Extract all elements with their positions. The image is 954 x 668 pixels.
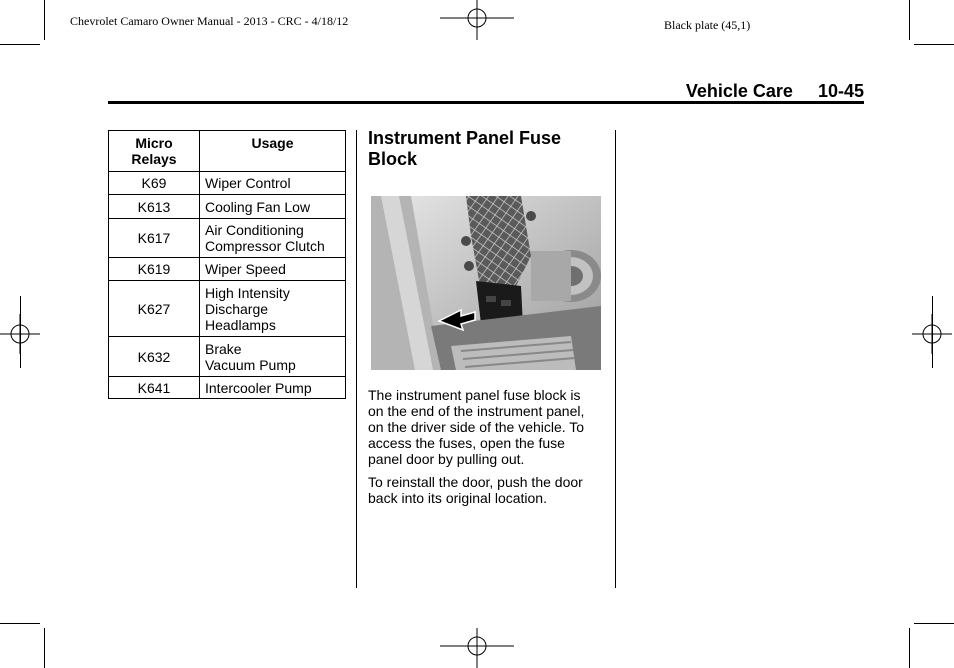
crop-mark xyxy=(0,623,40,624)
relay-code: K617 xyxy=(109,219,200,258)
column-divider xyxy=(615,130,616,588)
page-number: 10-45 xyxy=(817,81,864,101)
relay-usage: Wiper Control xyxy=(200,172,346,195)
relay-usage: Cooling Fan Low xyxy=(200,195,346,219)
relay-code: K69 xyxy=(109,172,200,195)
crop-mark xyxy=(44,628,45,668)
relay-code: K613 xyxy=(109,195,200,219)
table-row xyxy=(109,195,346,219)
running-header xyxy=(686,81,864,102)
registration-mark-icon xyxy=(440,0,514,40)
table-row xyxy=(109,281,346,337)
document-info: Chevrolet Camaro Owner Manual - 2013 - CRC - 4/18/12 xyxy=(70,14,349,28)
table-row xyxy=(109,219,346,258)
table-row xyxy=(109,258,346,281)
header-rule xyxy=(108,101,864,104)
relay-usage: High Intensity Discharge Headlamps xyxy=(200,281,346,337)
registration-mark-icon xyxy=(0,314,40,354)
fuse-block-illustration xyxy=(371,196,601,370)
relay-usage: Wiper Speed xyxy=(200,258,346,281)
registration-mark-icon xyxy=(912,314,952,354)
relay-table xyxy=(108,130,346,399)
relay-usage: Air Conditioning Compressor Clutch xyxy=(200,219,346,258)
column-header-usage: Usage xyxy=(200,131,346,172)
column-divider xyxy=(356,130,357,588)
registration-mark-icon xyxy=(440,628,514,668)
relay-code: K619 xyxy=(109,258,200,281)
crop-mark xyxy=(909,0,910,40)
paragraph: To reinstall the door, push the door back into its original location. xyxy=(368,474,583,506)
crop-mark xyxy=(914,623,954,624)
section-title: Vehicle Care xyxy=(685,81,793,101)
relay-code: K627 xyxy=(109,281,200,337)
crop-mark xyxy=(44,0,45,40)
table-row xyxy=(109,337,346,377)
table-row xyxy=(109,172,346,195)
plate-info: Black plate (45,1) xyxy=(664,18,751,32)
crop-mark xyxy=(0,44,40,45)
table-row xyxy=(109,377,346,399)
column-header-micro-relays: Micro Relays xyxy=(109,131,200,172)
table-header-row xyxy=(109,131,346,172)
relay-code: K641 xyxy=(109,377,200,399)
fuse-block-photo xyxy=(371,196,601,370)
paragraph: The instrument panel fuse block is on the end of the instrument panel, on the driver side of the vehicle. To access the fuses, open the fuse panel door by pulling out. xyxy=(368,387,585,467)
relay-usage: Intercooler Pump xyxy=(200,377,346,399)
relay-usage: Brake Vacuum Pump xyxy=(200,337,346,377)
crop-mark xyxy=(914,44,954,45)
relay-code: K632 xyxy=(109,337,200,377)
section-heading: Instrument Panel Fuse Block xyxy=(368,128,562,169)
crop-mark xyxy=(909,628,910,668)
